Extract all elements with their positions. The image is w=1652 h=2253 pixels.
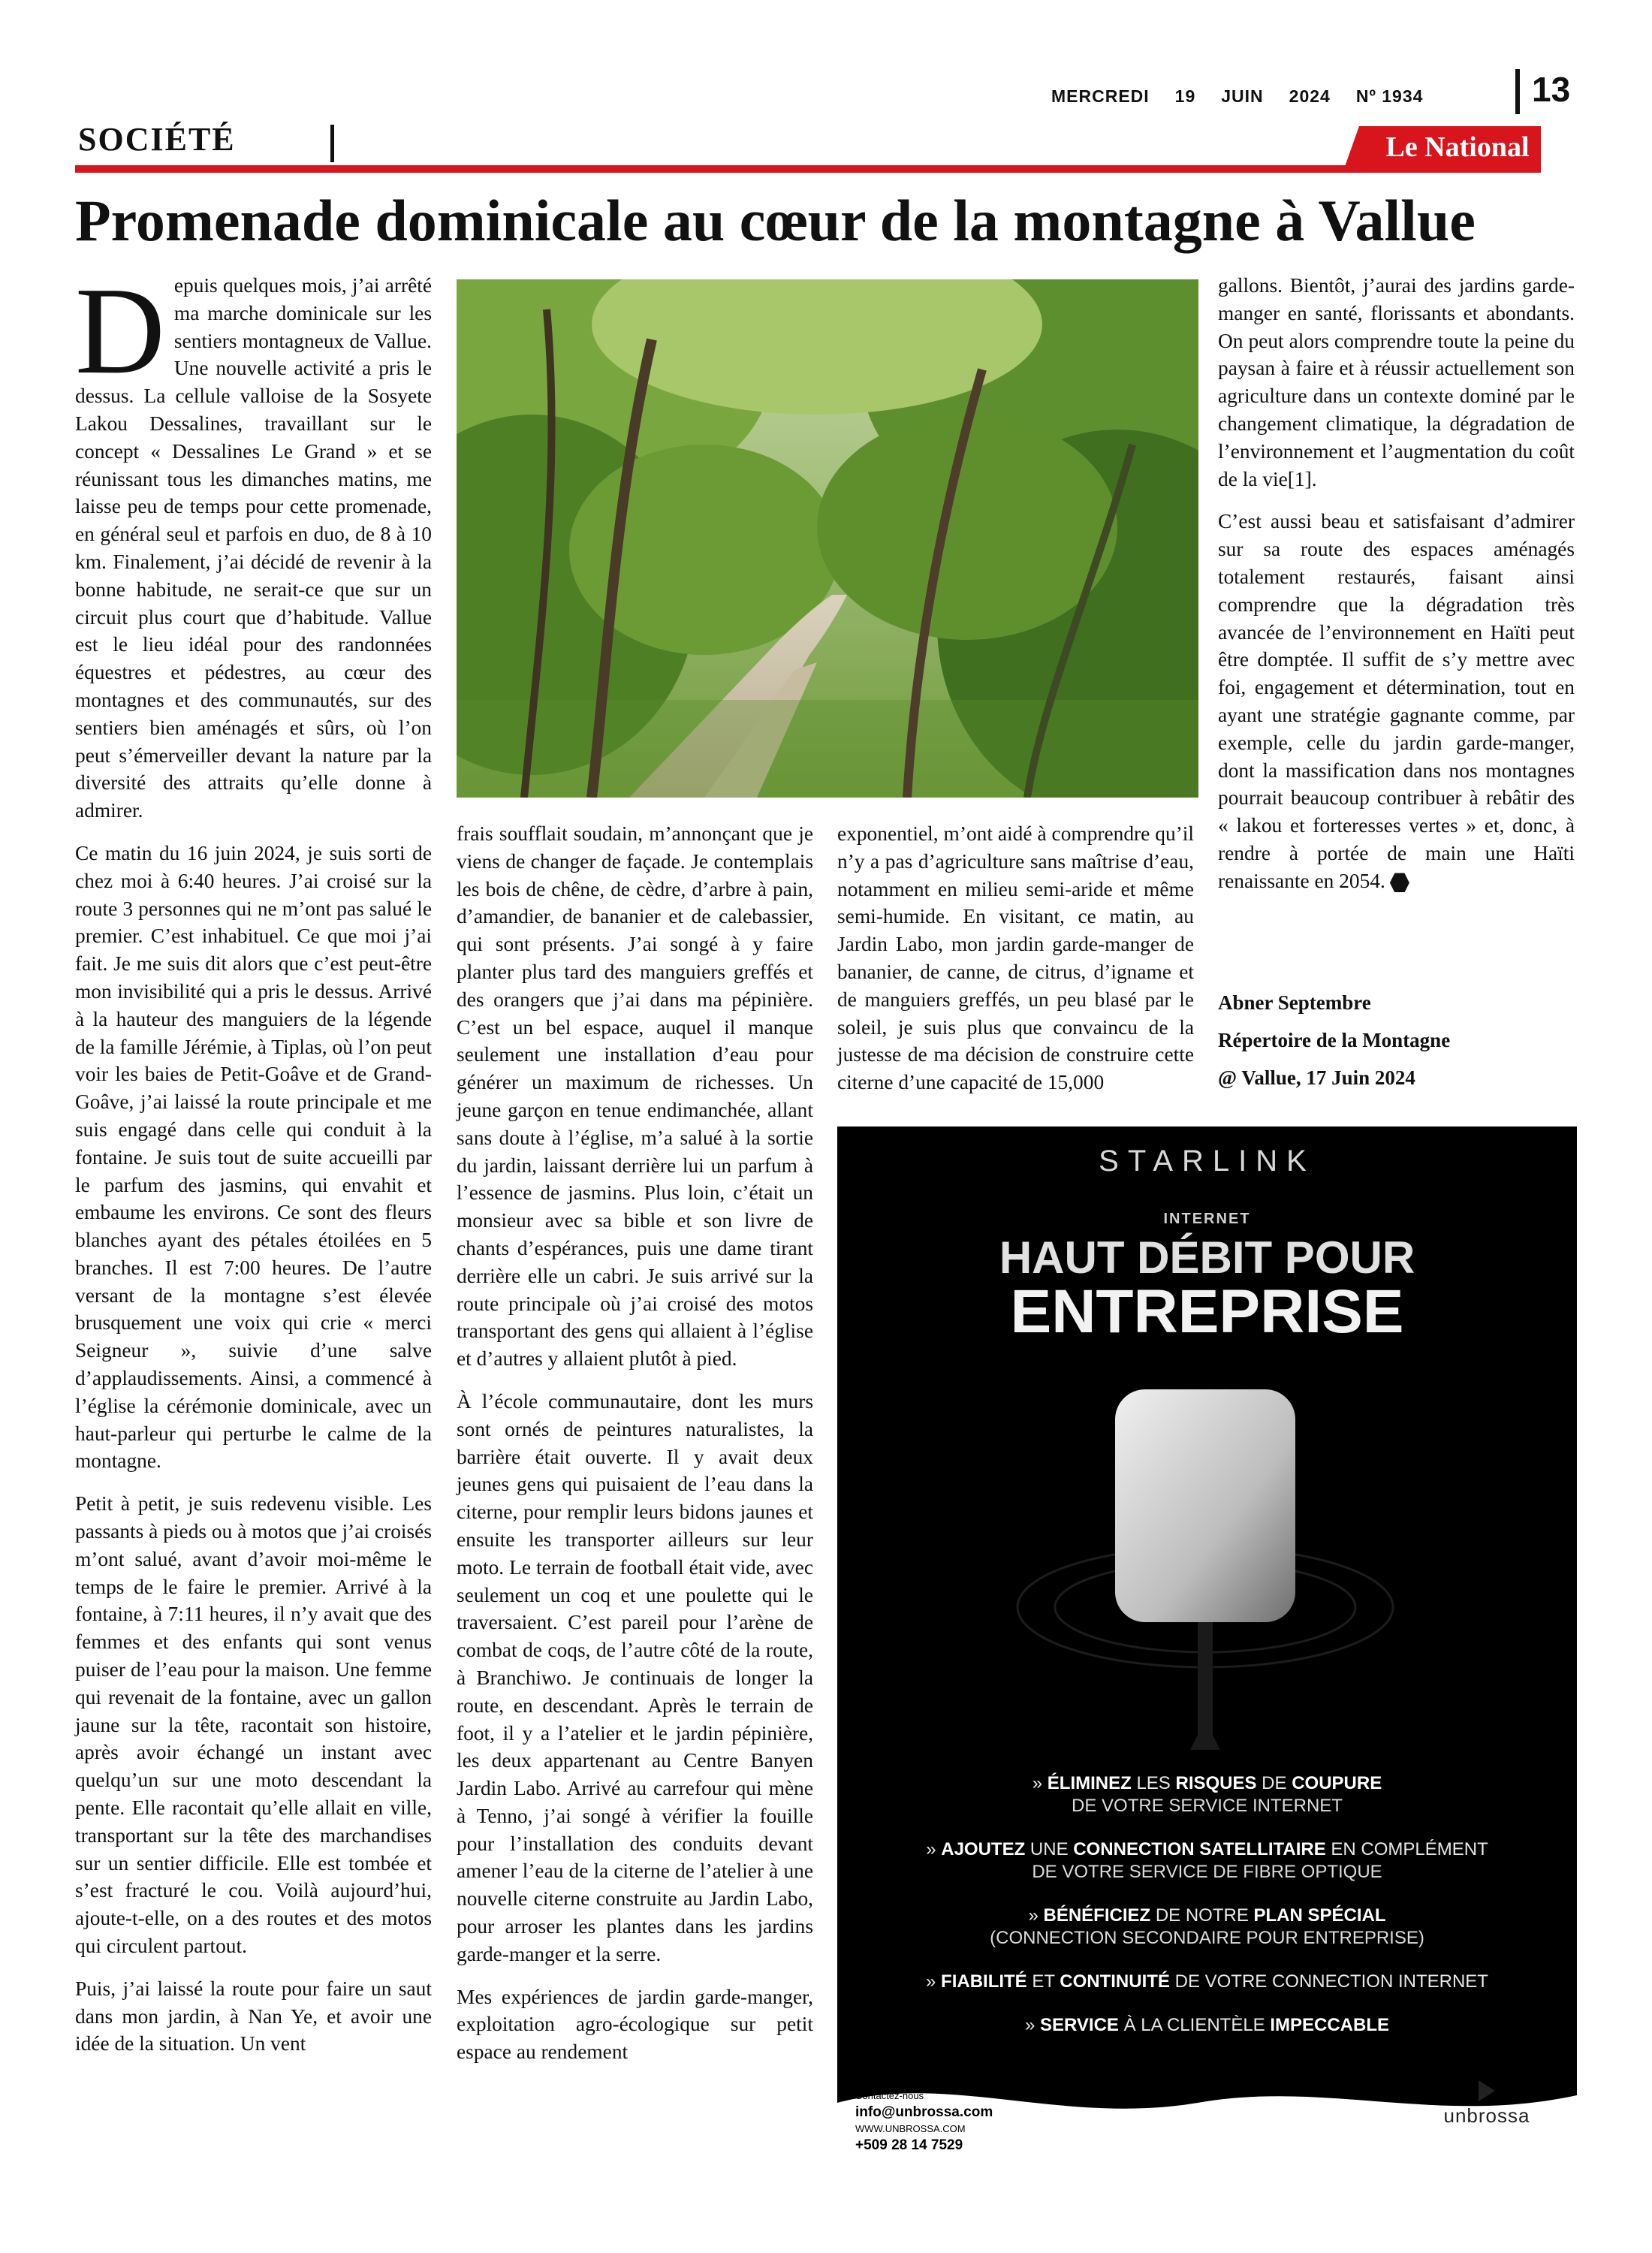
benefit-text: À LA CLIENTÈLE [1118,2015,1271,2035]
benefit-text: RISQUES [1175,1773,1257,1793]
date-day: 19 [1174,86,1196,106]
author-name: Abner Septembre [1218,991,1371,1014]
section-title: SOCIÉTÉ [78,121,236,158]
ad-contact [855,2088,993,2154]
section-divider [330,125,334,162]
ad-headline-line2: ENTREPRISE [1010,1277,1404,1346]
benefit-text: » [1024,2015,1040,2035]
benefit-text: » [1032,1773,1048,1793]
benefit-subtext: DE VOTRE SERVICE INTERNET [1072,1796,1343,1816]
article-paragraph [1218,508,1575,894]
ad-kicker: INTERNET [1163,1211,1251,1227]
article-headline: Promenade dominicale au cœur de la montagne à Vallue [75,188,1476,253]
ad-benefit-list [882,1772,1532,2058]
article-paragraph: frais soufflait soudain, m’annonçant que je viens de changer de façade. Je contemplais les bois de chêne, de cèdre, d’arbre à pain, d’amandier, de bananier et de calebassier, qui sont présents. J’ai songé à y faire planter plus tard des manguiers greffés et des orangers que j’ai dans ma pépinière. C’est un bel espace, auquel il manque seulement une installation d’eau pour générer un maximum de richesses. Un jeune garçon en tenue endimanchée, allant sans doute à l’église, m’a salué à la sortie du jardin, laissant derrière lui un parfum à l’essence de jasmins. Plus loin, c’était un monsieur avec sa bible et son livre de chants d’espérances, puis une dame tirant derrière elle un cabri. Je suis arrivé sur la route principale où j’ai croisé des motos transportant des gens qui allaient à l’église et d’autres y allaient plutôt à pied. [457,822,813,1371]
benefit-text: PLAN SPÉCIAL [1253,1905,1386,1926]
article-paragraph: À l’école communautaire, dont les murs sont ornés de peintures naturalistes, la barrière était ouverte. Il y avait deux jeunes gens qui puisaient de l’eau dans la citerne, pour remplir leurs bidons jaunes et ensuite les transporter ailleurs sur leur moto. Le terrain de football était vide, avec seulement un coq et une poulette qui le traversaient. C’est pareil pour l’arène de combat de coqs, de l’autre côté de la route, à Branchiwo. Je continuais de longer la route, en descendant. Après le terrain de foot, il y a l’atelier et le jardin pépinière, les deux appartenant au Centre Banyen Jardin Labo. Arrivé au carrefour qui mène à Tenno, j’ai songé à vérifier la fouille pour l’installation des conduits devant amener l’eau de la citerne de l’atelier à une nouvelle citerne construite au Jardin Labo, pour arroser les plantes dans les jardins garde-manger et la serre. [457,1389,813,1965]
benefit-text: » [926,1971,942,1992]
ad-benefit-item [882,1905,1532,1950]
issue-number: Nº 1934 [1355,86,1424,106]
benefit-text: LES [1131,1773,1176,1793]
article-paragraph: gallons. Bientôt, j’aurai des jardins garde-manger en santé, florissants et abondants. On peut alors comprendre toute la peine du paysan à faire et à réussir actuellement son agriculture dans un contexte dominé par le changement climatique, la dégradation de l’environnement et l’augmentation du coût de la vie[1]. [1218,274,1575,490]
contact-label: Contactez-nous [855,2090,924,2101]
benefit-text: DE [1256,1773,1292,1793]
contact-phone: +509 28 14 7529 [855,2137,963,2153]
starlink-advertisement [837,1126,1577,2170]
paragraph-text: C’est aussi beau et satisfaisant d’admirer sur sa route des espaces aménagés totalement restaurés, faisant ainsi comprendre que la dégradation très avancée de l’environnement en Haïti peut être domptée. Il suffit de s’y mettre avec foi, engagement et détermination, tout en ayant une stratégie gagnante comme, par exemple, celle du jardin garde-manger, dont la massification dans nos montagnes pourrait beaucoup contribuer à rebâtir des « lakou et forteresses vertes » et, donc, à rendre à portée de main une Haïti renaissante en 2054. [1218,510,1575,892]
ad-brand: STARLINK [1099,1145,1316,1178]
author-role: Répertoire de la Montagne [1218,1029,1451,1051]
benefit-text: BÉNÉFICIEZ [1043,1905,1151,1926]
author-place-date: @ Vallue, 17 Juin 2024 [1218,1066,1415,1089]
ad-benefit-item [882,1838,1532,1884]
benefit-text: DE VOTRE CONNECTION INTERNET [1169,1971,1488,1992]
benefit-text: COUPURE [1292,1773,1382,1793]
page-number-divider [1515,69,1520,114]
benefit-subtext: (CONNECTION SECONDAIRE POUR ENTREPRISE) [990,1928,1424,1948]
benefit-subtext: DE VOTRE SERVICE DE FIBRE OPTIQUE [1032,1862,1382,1882]
benefit-text: SERVICE [1039,2015,1119,2035]
date-year: 2024 [1289,86,1331,106]
end-mark-icon [1390,873,1409,892]
unbrossa-logo [1430,2080,1543,2128]
date-month: JUIN [1221,86,1264,106]
ad-benefit-item [882,2014,1532,2037]
benefit-text: IMPECCABLE [1270,2015,1390,2035]
benefit-text: DE NOTRE [1150,1905,1254,1926]
article-column-2 [457,820,813,2081]
forest-path-photo [457,279,1198,798]
satellite-dish-illustration [1010,1382,1400,1757]
ad-headline-line1: HAUT DÉBIT POUR [999,1232,1415,1283]
benefit-text: ET [1026,1971,1060,1992]
benefit-text: AJOUTEZ [941,1839,1026,1859]
article-paragraph: Puis, j’ai laissé la route pour faire un saut dans mon jardin, à Nan Ye, et avoir une idée de la situation. Un vent [75,1977,432,2055]
benefit-text: CONTINUITÉ [1060,1971,1170,1992]
play-triangle-icon [1479,2080,1495,2101]
benefit-text: UNE [1025,1839,1074,1859]
article-column-1 [75,261,432,2179]
paragraph-text: epuis quelques mois, j’ai arrêté ma marche dominicale sur les sentiers montagneux de Vallue. Une nouvelle activité a pris le dessus. La cellule valloise de la Sosyete Lakou Dessalines, travaillant sur le concept « Dessalines Le Grand » et se réunissant tous les dimanches matins, me laisse peu de temps pour cette promenade, en général seul et parfois en duo, de 8 à 10 km. Finalement, j’ai décidé de revenir à la bonne habitude, ne serait-ce que sur un circuit plus court que d’habitude. Vallue est le lieu idéal pour des randonnées équestres et pédestres, au cœur des montagnes et des communautés, sur des sentiers bien aménagés et sûrs, où l’on peut s’émerveiller devant la nature par la diversité des attraits qu’elle donne à admirer. [75,274,432,822]
dateline [1051,81,1532,111]
author-signature [1218,984,1575,1096]
benefit-text: ÉLIMINEZ [1047,1773,1132,1793]
benefit-text: FIABILITÉ [941,1971,1027,1992]
article-paragraph: exponentiel, m’ont aidé à comprendre qu’il n’y a pas d’agriculture sans maîtrise d’eau, notamment en milieu semi-aride et même semi-humide. En visitant, ce matin, au Jardin Labo, mon jardin garde-manger de bananier, de canne, de citrus, d’igname et de manguiers greffés, un peu blasé par le soleil, je suis plus que convaincu de la justesse de ma décision de construire cette citerne d’une capacité de 15,000 [837,822,1194,1094]
newspaper-brand: Le National [1385,131,1530,163]
drop-cap: D [75,261,165,400]
article-paragraph: Ce matin du 16 juin 2024, je suis sorti de chez moi à 6:40 heures. J’ai croisé sur la route 3 personnes qui ne m’ont pas salué le premier. C’est inhabituel. Ce que moi j’ai fait. Je me suis dit alors que c’est peut-être mon invisibilité qui a pris le dessus. Arrivé à la hauteur des manguiers de la légende de la famille Jérémie, à Tiplas, où l’on peut voir les baies de Petit-Goâve et de Grand-Goâve, j’ai laissé la route principale et me suis engagé dans celle qui conduit à la fontaine. Je suis tout de suite accueilli par le parfum des jasmins, qui envahit et embaume les environs. Ce sont des fleurs blanches ayant des pétales étoilées en 5 branches. Il est 7:00 heures. De l’autre versant de la montagne s’est élevée brusquement une voix qui crie « merci Seigneur », suivie d’une salve d’applaudissements. Ainsi, a commencé à l’église la cérémonie dominicale, avec un haut-parleur qui perturbe le calme de la montagne. [75,841,432,1473]
page-number: 13 [1532,70,1571,109]
article-paragraph: Mes expériences de jardin garde-manger, exploitation agro-écologique sur petit espace au rendement [457,1985,813,2064]
ad-benefit-item [882,1971,1532,1993]
date-weekday: MERCREDI [1051,86,1150,106]
benefit-text: » [1028,1905,1044,1926]
article-column-3 [837,820,1194,1111]
benefit-text: CONNECTION SATELLITAIRE [1073,1839,1326,1859]
article-paragraph [75,261,432,825]
contact-website[interactable]: WWW.UNBROSSA.COM [855,2123,966,2134]
benefit-text: » [926,1839,942,1859]
logo-text: unbrossa [1443,2104,1530,2127]
ad-benefit-item [882,1772,1532,1817]
contact-email[interactable]: info@unbrossa.com [855,2104,993,2120]
article-paragraph: Petit à petit, je suis redevenu visible. Les passants à pieds ou à motos que j’ai croisés m’ont salué, avant d’avoir moi-même le temps de le faire le premier. Arrivé à la fontaine, à 7:11 heures, il n’y avait que des femmes et des enfants qui sont venus puiser de l’eau pour la maison. Une femme qui revenait de la fontaine, avec un gallon jaune sur la tête, racontait son histoire, après avoir échangé un instant avec quelqu’un sur une moto descendant la pente. Elle racontait qu’elle allait en ville, transportant sur la tête des marchandises sur un sentier difficile. Elle est tombée et s’est fracturé le cou. Voilà aujourd’hui, ajoute-t-elle, on a des routes et des motos qui circulent partout. [75,1492,432,1958]
benefit-text: EN COMPLÉMENT [1325,1839,1488,1859]
header-rule [75,165,1541,173]
article-column-4 [1218,272,1575,910]
